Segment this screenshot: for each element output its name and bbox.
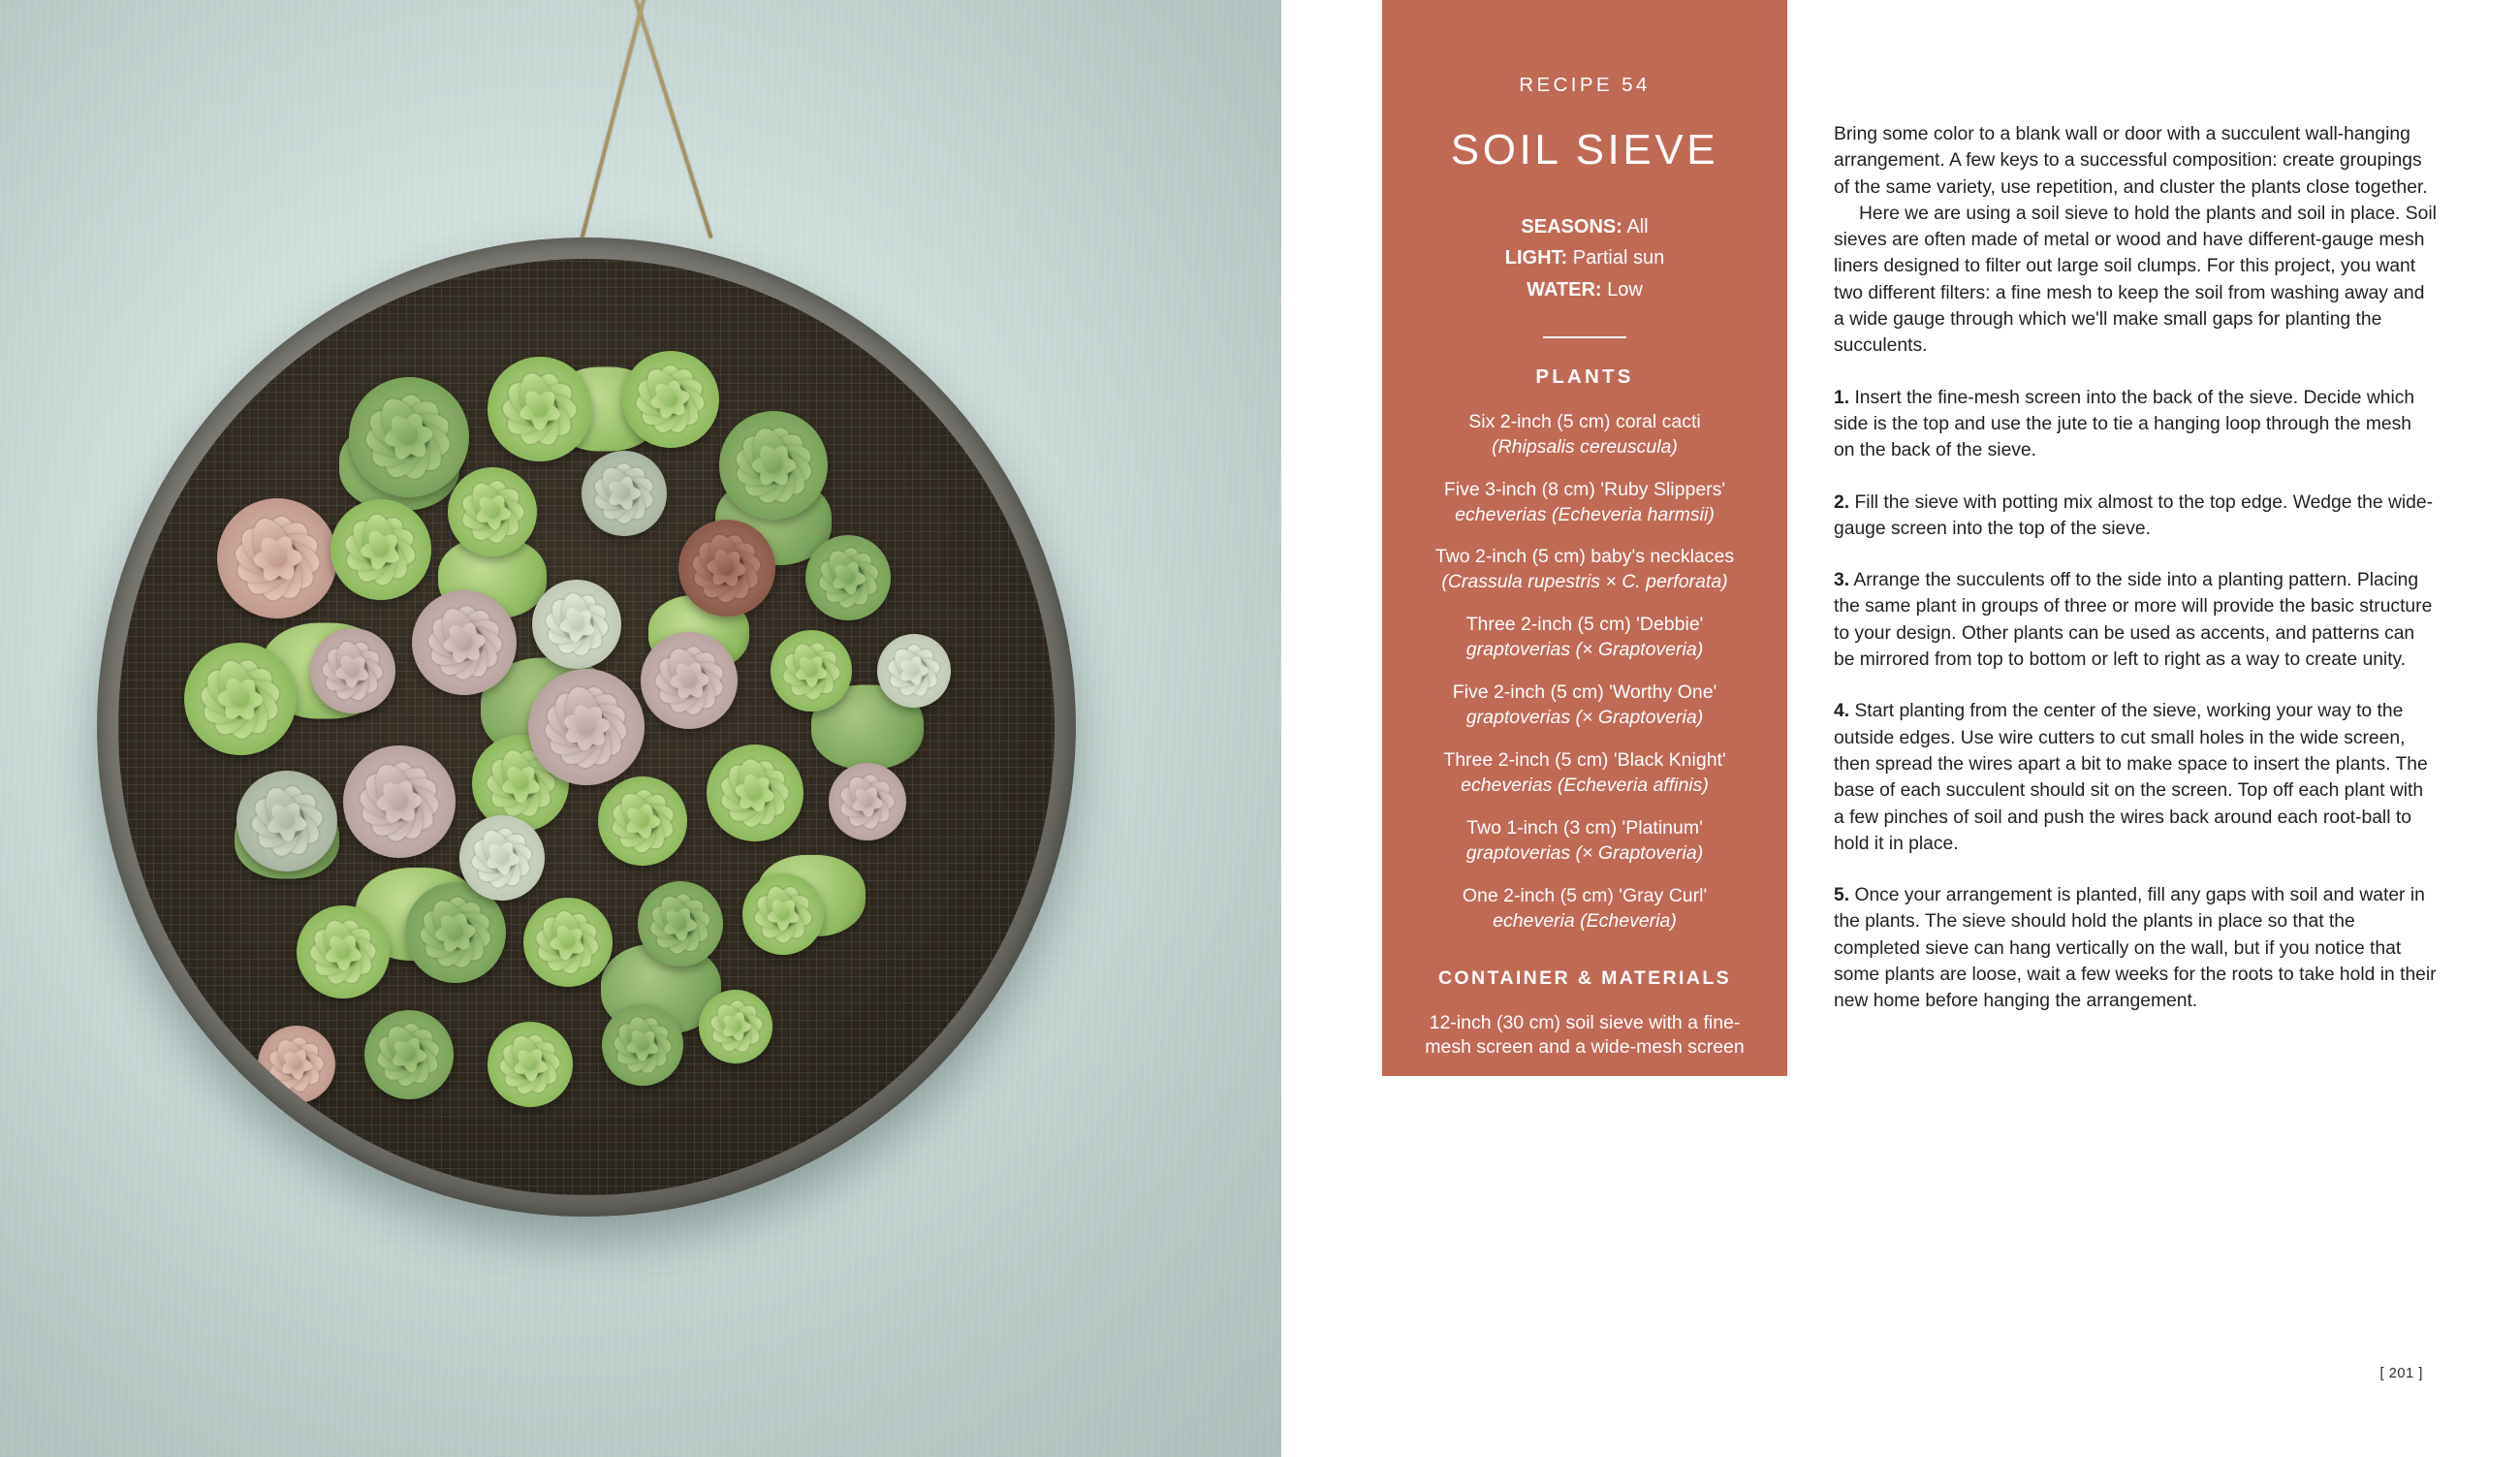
- instruction-step: [1834, 567, 2437, 673]
- intro-paragraph-2: Here we are using a soil sieve to hold the plants and soil in place. Soil sieves are often made of metal or wood and have different-gauge mesh liners designed to filter out large soil clumps. For this project, you want two different filters: a fine mesh to keep the soil from washing away and a wide gauge through which we'll make small gaps for planting the succulents.: [1834, 203, 2437, 357]
- meta-light-value: Partial sun: [1567, 247, 1665, 269]
- plant-botanical-name: (Rhipsalis cereuscula): [1492, 435, 1678, 458]
- step-number: 3.: [1834, 570, 1850, 591]
- panel-divider: [1543, 336, 1626, 338]
- plant-list-item: [1415, 681, 1754, 731]
- materials-heading: CONTAINER & MATERIALS: [1437, 966, 1732, 989]
- plant-name: One 2-inch (5 cm) 'Gray Curl': [1462, 884, 1708, 906]
- plant-botanical-name: echeveria (Echeveria): [1493, 909, 1677, 932]
- body-text-column: [1834, 121, 2437, 1015]
- material-list-item: Succulent and cactus potting mix: [1446, 1125, 1723, 1148]
- meta-light: [1415, 242, 1754, 273]
- meta-seasons-label: SEASONS:: [1521, 216, 1622, 238]
- meta-seasons: [1415, 211, 1754, 242]
- plant-botanical-name: graptoverias (× Graptoveria): [1465, 639, 1704, 661]
- material-list-item: 12-inch (30 cm) piece jute twine: [1451, 1081, 1718, 1103]
- step-text: Arrange the succulents off to the side into a planting pattern. Placing the same plant in groups of three or more will provide the basic structure to your design. Other plants can be used as accents, and patterns can be mirrored from top to bottom or left to right as a way to create unity.: [1834, 570, 2433, 671]
- step-number: 1.: [1834, 387, 1850, 408]
- plant-list-item: [1415, 545, 1754, 595]
- meta-water: [1415, 274, 1754, 305]
- plant-list-item: [1415, 748, 1754, 799]
- meta-light-label: LIGHT:: [1504, 247, 1568, 269]
- instruction-step: [1834, 698, 2437, 857]
- step-text: Start planting from the center of the sieve, working your way to the outside edges. Use wire cutters to cut small holes in the wide screen, then spread the wires apart a bit to make space to insert the plants. The base of each succulent should sit on the screen. Top off each plant with a few pinches of soil and push the wires back around each root-ball to hold it in place.: [1834, 701, 2428, 854]
- plant-botanical-name: echeverias (Echeveria affinis): [1461, 774, 1709, 796]
- recipe-info-panel: [1382, 0, 1787, 1148]
- plant-botanical-name: echeverias (Echeveria harmsii): [1455, 503, 1715, 525]
- plant-botanical-name: graptoverias (× Graptoveria): [1465, 841, 1704, 864]
- plant-name: Five 2-inch (5 cm) 'Worthy One': [1452, 681, 1717, 704]
- step-number: 5.: [1834, 885, 1850, 906]
- step-text: Insert the fine-mesh screen into the back of the sieve. Decide which side is the top and use the jute to tie a hanging loop through the mesh on the back of the sieve.: [1834, 387, 2415, 461]
- recipe-meta: [1415, 211, 1754, 305]
- meta-water-label: WATER:: [1527, 278, 1602, 301]
- instruction-step: [1834, 385, 2437, 464]
- recipe-title: SOIL SIEVE: [1450, 126, 1719, 174]
- page-number: [ 201 ]: [2379, 1366, 2423, 1381]
- plant-name: Two 1-inch (3 cm) 'Platinum': [1466, 816, 1703, 839]
- step-text: Once your arrangement is planted, fill any gaps with soil and water in the plants. The sieve should hold the plants in place so that the completed sieve can hang vertically on the wall, but if you notice that some plants are loose, wait a few weeks for the roots to take hold in their new home before hanging the arrangement.: [1834, 885, 2437, 1012]
- plants-heading: PLANTS: [1535, 364, 1634, 388]
- text-page: [1281, 0, 2520, 1457]
- plant-list-item: [1415, 613, 1754, 663]
- meta-water-value: Low: [1601, 278, 1643, 301]
- recipe-number: RECIPE 54: [1519, 74, 1651, 96]
- plant-list-item: [1415, 816, 1754, 867]
- plant-botanical-name: (Crassula rupestris × C. perforata): [1441, 571, 1728, 593]
- plant-list-item: [1415, 478, 1754, 528]
- plant-name: Three 2-inch (5 cm) 'Black Knight': [1443, 748, 1726, 771]
- plant-name: Six 2-inch (5 cm) coral cacti: [1468, 410, 1701, 432]
- plant-botanical-name: graptoverias (× Graptoveria): [1465, 707, 1704, 729]
- instruction-step: [1834, 882, 2437, 1014]
- step-number: 4.: [1834, 701, 1850, 722]
- instruction-steps: [1834, 385, 2437, 1015]
- plants-list: [1415, 410, 1754, 934]
- meta-seasons-value: All: [1622, 216, 1649, 238]
- step-text: Fill the sieve with potting mix almost to the top edge. Wedge the wide-gauge screen into the top of the sieve.: [1834, 491, 2434, 539]
- plant-name: Two 2-inch (5 cm) baby's necklaces: [1434, 546, 1735, 568]
- plant-list-item: [1415, 884, 1754, 934]
- plant-name: Three 2-inch (5 cm) 'Debbie': [1465, 614, 1704, 636]
- plant-list-item: [1415, 410, 1754, 460]
- plant-name: Five 3-inch (8 cm) 'Ruby Slippers': [1443, 478, 1726, 500]
- step-number: 2.: [1834, 491, 1850, 513]
- material-list-item: 12-inch (30 cm) soil sieve with a fine-mesh screen and a wide-mesh screen: [1425, 1011, 1745, 1059]
- instruction-step: [1834, 490, 2437, 543]
- materials-list: [1415, 1011, 1754, 1151]
- intro-paragraph-1: Bring some color to a blank wall or door with a succulent wall-hanging arrangement. A few keys to a successful composition: create groupings of the same variety, use repetition, and cluster the plants close together.: [1834, 124, 2428, 198]
